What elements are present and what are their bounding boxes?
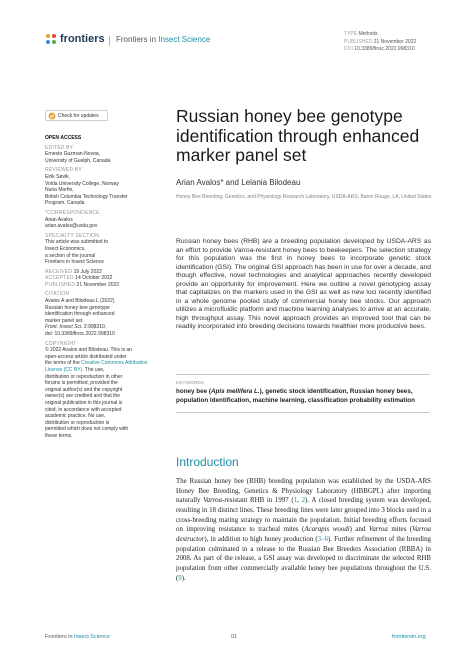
accepted-label: ACCEPTED	[45, 275, 74, 282]
keywords-label: KEYWORDS	[176, 381, 204, 386]
footer-journal	[45, 634, 110, 640]
intro-text: The Russian honey bee (RHB) breeding population was established by the USDA-ARS Honey Bee Breeding, Genetics & Physiology Laboratory (HBBGPL) after importing naturally	[176, 478, 431, 505]
journal-prefix: Frontiers in	[116, 35, 159, 44]
copyright-line: open-access article distributed under	[45, 353, 127, 360]
keywords-text: honey bee (	[176, 388, 211, 395]
section-heading-introduction: Introduction	[176, 455, 239, 469]
citation-journal: Front. Insect Sci.	[45, 324, 83, 331]
citation-doi[interactable]: doi: 10.3389/finsc.2022.998310	[45, 331, 115, 338]
keywords-italic: Apis mellifera L.	[211, 388, 260, 395]
reviewer-name: Nuria Morfin,	[45, 187, 74, 194]
type-value: Methods	[358, 31, 378, 37]
page-number: 01	[231, 634, 238, 640]
intro-text: ). Further refinement of the breeding population culminated in a release to the Russian Bee Breeders Association (RBBA) in 2008. As part of the release, a GSI assay was developed to discriminate the selected RHB population from other commercially available honey bee populations throughout the U.S. (	[176, 535, 431, 582]
abstract-text: -resistant honey bees to beekeepers. The selection strategy for this population was the first in honey bees to incorporate genetic stock identification (GSI). The original GSI approach has been in use for over a decade, and though effective, novel technologies and analytical approaches recently developed provide an opportunity for improvement. Here we outline a novel genotyping assay that capitalizes on the markers used in the GSI as well as new loci recently identified in a whole genome pooled study of commercial honey bee stocks. Our approach utilizes a microfluidic platform and machine learning analyses to arrive at an accurate, high throughput assay. This novel approach provides an improved tool that can be readily incorporated into breeding decisions towards healthier more productive bees.	[176, 246, 431, 331]
open-access-label: OPEN ACCESS	[45, 135, 82, 141]
edited-by-label: EDITED BY	[45, 144, 74, 151]
intro-text: ) and	[349, 526, 369, 534]
intro-text: -resistant RHB in 1997 (	[222, 497, 294, 505]
keywords	[176, 388, 436, 405]
keywords-divider-top	[176, 374, 430, 375]
check-updates-label: Check for updates	[58, 112, 99, 119]
reviewer-name: Eirik Søvik,	[45, 173, 70, 180]
copyright-line: academic practice. No use,	[45, 413, 106, 420]
editor-affiliation: University of Guelph, Canada	[45, 157, 111, 164]
copyright-line: forums is permitted, provided the	[45, 380, 118, 387]
correspondence-name: Arian Avalos	[45, 216, 73, 223]
intro-italic: Varroa destructor	[176, 526, 431, 543]
copyright-line: original author(s) and the copyright	[45, 386, 123, 393]
intro-text: ,	[297, 497, 302, 505]
published-label: PUBLISHED	[45, 281, 76, 288]
keywords-divider-bottom	[176, 412, 430, 413]
copyright-line: distribution or reproduction in other	[45, 373, 123, 380]
reviewed-by-label: REVIEWED BY	[45, 167, 82, 174]
abstract	[176, 238, 431, 332]
license-link[interactable]: Creative Commons Attribution License (CC BY).	[45, 360, 148, 373]
citation-volume: 2:998310.	[82, 324, 107, 331]
logo-text: frontiers	[60, 33, 105, 45]
copyright-line: the terms of the	[45, 360, 82, 367]
reference-link[interactable]: 1	[293, 497, 298, 505]
correspondence-label: *CORRESPONDENCE	[45, 209, 100, 216]
copyright-label: COPYRIGHT	[45, 340, 77, 347]
correspondence-email[interactable]: arian.avalos@usda.gov	[45, 223, 98, 230]
intro-italic: Varroa	[368, 526, 388, 534]
reviewer-affiliation: Volda University College, Norway	[45, 180, 119, 187]
intro-italic: Acarapis woodi	[304, 526, 350, 534]
check-updates-button[interactable]	[45, 110, 108, 121]
copyright-line: owner(s) are credited and that the	[45, 393, 121, 400]
type-label: TYPE	[344, 31, 358, 37]
published-label: PUBLISHED	[344, 38, 373, 45]
journal-name[interactable]	[116, 35, 210, 44]
footer-journal-accent: Insect Science	[74, 634, 110, 640]
frontiers-logo-icon	[45, 33, 57, 45]
reference-link[interactable]: 2	[301, 497, 306, 505]
reviewer-affiliation: Program, Canada	[45, 200, 85, 207]
copyright-line: permitted which does not comply with	[45, 426, 129, 433]
citation-label: CITATION	[45, 291, 70, 298]
intro-text: ), in addition to high honey production (	[204, 535, 318, 543]
header-divider	[109, 36, 110, 46]
article-meta	[344, 31, 416, 54]
specialty-line: This article was submitted to	[45, 239, 109, 246]
article-authors: Arian Avalos* and Lelania Bilodeau	[176, 178, 301, 187]
footer-journal-prefix: Frontiers in	[45, 634, 75, 640]
keywords-text: ), genetic stock identification, Russian honey bees, population identification, machine learning, classification probability estimation	[176, 388, 415, 404]
published-value: 21 November 2022	[373, 38, 417, 45]
citation-line: Avalos A and Bilodeau L (2022)	[45, 298, 115, 305]
frontiers-logo[interactable]	[45, 33, 105, 45]
citation-line: marker panel set.	[45, 317, 84, 324]
article-title: Russian honey bee genotype identification through enhanced marker panel set	[176, 106, 420, 165]
abstract-italic: Varroa	[233, 246, 254, 254]
specialty-line: Insect Economics,	[45, 245, 86, 252]
specialty-line: Frontiers in Insect Science	[45, 259, 104, 266]
editor-name: Ernesto Guzman-Novoa,	[45, 151, 101, 158]
abstract-text: Russian honey bees (RHB) are a breeding population developed by USDA-ARS as an effort to provide	[176, 238, 431, 254]
copyright-line: © 2022 Avalos and Bilodeau. This is an	[45, 347, 132, 354]
reference-link[interactable]: 3–6	[317, 535, 329, 543]
specialty-line: a section of the journal	[45, 252, 96, 259]
intro-text: mites (	[387, 526, 413, 534]
author-affiliation: Honey Bee Breeding, Genetics, and Physiology Research Laboratory, USDA-ARS, Baton Rouge, LA, United States	[176, 194, 432, 200]
specialty-label: SPECIALTY SECTION	[45, 232, 100, 239]
citation-line: identification through enhanced	[45, 311, 115, 318]
copyright-line: cited, in accordance with accepted	[45, 406, 122, 413]
published-date: 21 November 2022	[76, 281, 120, 288]
check-updates-icon	[48, 112, 56, 120]
journal-accent: Insect Science	[158, 35, 211, 44]
received-label: RECEIVED	[45, 268, 73, 275]
reference-link[interactable]: 9	[178, 574, 182, 582]
intro-text: ).	[181, 574, 186, 582]
received-date: 19 July 2022	[73, 268, 102, 275]
copyright-line: The use,	[83, 367, 105, 373]
doi-value[interactable]: 10.3389/finsc.2022.998310	[354, 46, 415, 53]
copyright-line: original publication in this journal is	[45, 399, 123, 406]
citation-line: Russian honey bee genotype	[45, 304, 110, 311]
intro-italic: Varroa	[203, 497, 223, 505]
intro-text: ). A closed breeding system was developed, resulting in 18 distinct lines. These breeding lines were later grouped into 3 blocks used in a cross-breeding mating strategy to maintain the population. Initial breeding efforts focused on improving resistance to tracheal mites (	[176, 497, 431, 534]
sidebar-info	[45, 135, 157, 443]
copyright-line: these terms.	[45, 432, 73, 439]
accepted-date: 14 October 2022	[75, 275, 113, 282]
introduction-text	[176, 477, 431, 583]
reviewer-affiliation: British Columbia Technology Transfer	[45, 193, 128, 200]
copyright-line: distribution or reproduction is	[45, 419, 110, 426]
doi-label: DOI	[344, 46, 353, 53]
footer-site-link[interactable]: frontiersin.org	[392, 634, 426, 640]
